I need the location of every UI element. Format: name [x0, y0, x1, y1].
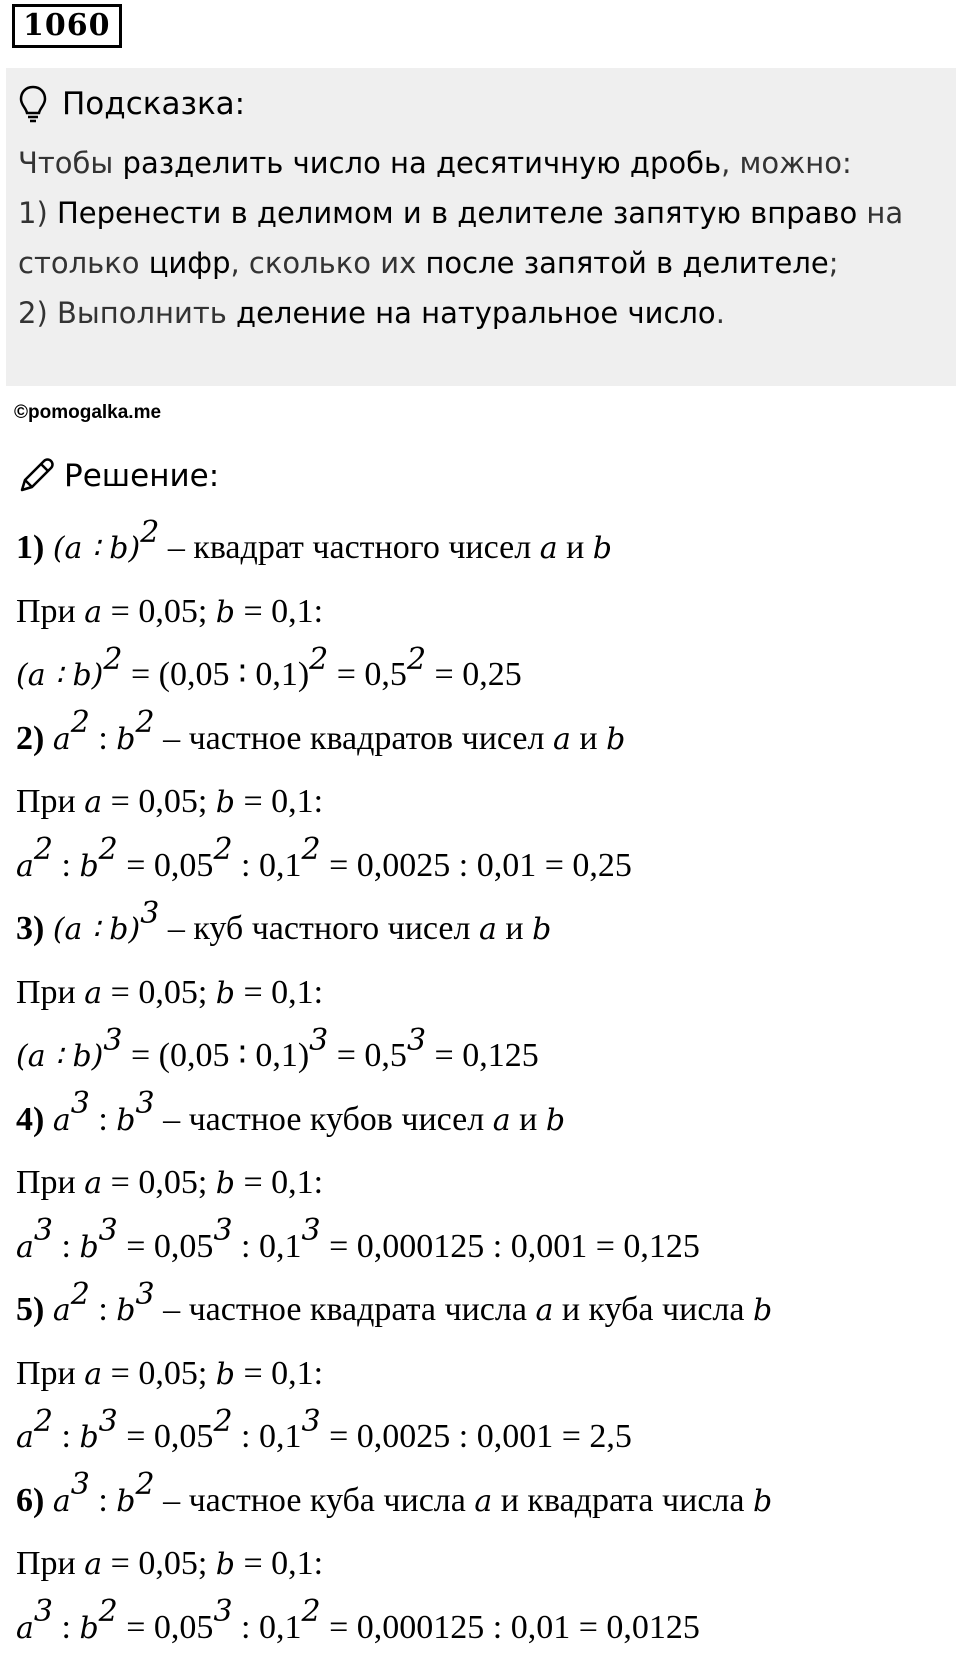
text-span: = 0,0025 : 0,01 = 0,25: [320, 846, 632, 884]
solution-line: [16, 1278, 950, 1342]
math-expression: a: [84, 785, 103, 820]
text-span: – куб частного чисел: [159, 910, 479, 947]
solution-line: [16, 834, 950, 898]
math-expression: a: [84, 1166, 103, 1201]
math-expression: b: [116, 721, 136, 757]
math-expression: a: [479, 912, 497, 947]
math-expression: b: [215, 594, 235, 630]
hint-paragraph: [18, 288, 944, 338]
math-expression: b: [79, 848, 99, 884]
exponent: 3: [135, 1086, 155, 1122]
text-span: и куба числа: [553, 1291, 753, 1328]
math-expression: a: [84, 1547, 103, 1582]
solution-line: [16, 770, 950, 834]
text-span: : 0,1: [232, 1418, 302, 1455]
text-span: : 0,1: [232, 846, 302, 884]
hint-span: 2) Выполнить: [18, 296, 237, 330]
exponent: 2: [33, 832, 53, 868]
text-span: = 0,05;: [102, 783, 216, 820]
exponent: 3: [213, 1594, 233, 1630]
text-span: = 0,05;: [102, 592, 216, 630]
text-span: = (0,05 ∶ 0,1): [122, 656, 310, 693]
text-span: – частное куба числа: [154, 1481, 475, 1519]
math-expression: b: [532, 912, 552, 947]
solution-line: [16, 1024, 950, 1088]
text-span: При: [16, 1164, 85, 1201]
exponent: 2: [70, 1276, 90, 1312]
text-span: = 0,5: [328, 1037, 407, 1074]
text-span: = 0,05: [117, 846, 214, 884]
math-expression: a: [535, 1293, 554, 1328]
text-span: = 0,0025 : 0,001 = 2,5: [320, 1418, 632, 1455]
math-expression: a: [52, 1483, 71, 1519]
text-span: – частное квадрата числа: [154, 1291, 536, 1328]
math-expression: a: [474, 1483, 493, 1519]
exponent: 2: [33, 1403, 53, 1439]
math-expression: b: [592, 531, 612, 566]
text-span: = 0,5: [328, 656, 407, 693]
text-span: – частное кубов чисел: [154, 1100, 493, 1138]
text-span: = 0,05;: [102, 1545, 216, 1582]
solution-header: [16, 452, 219, 500]
exponent: 3: [301, 1213, 321, 1249]
exponent: 2: [135, 1467, 155, 1503]
math-expression: a: [552, 721, 571, 757]
solution-line: [16, 580, 950, 644]
math-expression: a: [84, 975, 103, 1011]
exponent: 2: [406, 641, 427, 677]
exponent: 2: [213, 1403, 233, 1439]
solution-line: [16, 1342, 950, 1406]
math-expression: b: [79, 1229, 99, 1265]
text-span: – квадрат частного чисел: [159, 529, 540, 566]
solution-title: Решение:: [64, 458, 220, 494]
math-expression: b: [215, 1547, 235, 1582]
hint-span: на столько: [18, 196, 904, 280]
exponent: 2: [301, 1594, 321, 1630]
solution-body: [16, 516, 950, 1659]
text-span: и: [557, 529, 593, 566]
solution-line: [16, 897, 950, 961]
hint-text: [18, 138, 944, 338]
exponent: 2: [70, 705, 90, 741]
exponent: 3: [33, 1213, 53, 1249]
math-expression: b: [116, 1483, 136, 1519]
text-span: = 0,1:: [234, 1164, 324, 1201]
text-span: = 0,1:: [234, 1354, 324, 1392]
math-expression: a: [16, 848, 34, 884]
item-number: 1): [16, 529, 53, 566]
text-span: = (0,05 ∶ 0,1): [122, 1037, 310, 1074]
hint-emphasis: Перенести в делимом и в делителе запятую вправо: [56, 196, 858, 230]
text-span: = 0,05;: [102, 1354, 216, 1392]
math-expression: b: [215, 1356, 235, 1392]
text-span: При: [16, 973, 85, 1011]
hint-box: [6, 68, 956, 386]
exponent: 3: [301, 1403, 321, 1439]
copyright: ©pomogalka.me: [14, 402, 162, 423]
exponent: 2: [103, 641, 123, 677]
math-expression: a: [16, 1610, 34, 1646]
item-number: 2): [16, 719, 53, 757]
math-expression: b: [215, 1166, 235, 1201]
math-expression: b: [215, 975, 235, 1011]
hint-emphasis: разделить число на десятичную дробь: [122, 146, 722, 180]
math-expression: b: [752, 1293, 773, 1328]
exponent: 3: [309, 1022, 329, 1058]
solution-line: [16, 1596, 950, 1660]
text-span: :: [52, 1418, 80, 1455]
text-span: :: [52, 1608, 80, 1646]
item-number: 3): [16, 910, 53, 947]
text-span: = 0,1:: [234, 783, 324, 820]
exponent: 2: [98, 1594, 118, 1630]
solution-line: [16, 707, 950, 771]
text-span: = 0,05;: [102, 973, 216, 1011]
hint-emphasis: цифр: [148, 246, 231, 280]
hint-paragraph: [18, 188, 944, 288]
math-expression: a: [52, 1102, 71, 1138]
hint-span: .: [715, 296, 725, 330]
math-expression: a: [84, 1356, 103, 1392]
hint-span: , можно:: [721, 146, 852, 180]
solution-line: [16, 1088, 950, 1152]
text-span: – частное квадратов чисел: [154, 719, 553, 757]
solution-line: [16, 1469, 950, 1533]
text-span: При: [16, 1354, 85, 1392]
solution-line: [16, 1532, 950, 1596]
text-span: и: [510, 1100, 546, 1138]
text-span: = 0,05: [117, 1608, 214, 1646]
text-span: = 0,000125 : 0,01 = 0,0125: [320, 1608, 700, 1646]
text-span: = 0,1:: [234, 1545, 324, 1582]
math-expression: (a ∶ b): [52, 531, 141, 566]
solution-line: [16, 961, 950, 1025]
text-span: :: [89, 1481, 117, 1519]
text-span: = 0,05;: [102, 1164, 216, 1201]
exponent: 3: [406, 1022, 427, 1058]
math-expression: b: [116, 1102, 136, 1138]
math-expression: a: [52, 1293, 71, 1328]
math-expression: a: [492, 1102, 511, 1138]
text-span: При: [16, 1545, 85, 1582]
exponent: 3: [70, 1086, 90, 1122]
text-span: и: [496, 910, 533, 947]
math-expression: a: [52, 721, 71, 757]
lightbulb-icon: [18, 84, 48, 124]
exponent: 2: [140, 514, 160, 550]
task-number: 1060: [12, 4, 122, 48]
math-expression: b: [215, 785, 235, 820]
text-span: При: [16, 783, 85, 820]
hint-span: ;: [828, 246, 839, 280]
text-span: = 0,1:: [234, 973, 324, 1011]
math-expression: b: [79, 1610, 99, 1646]
solution-line: [16, 1215, 950, 1279]
text-span: :: [89, 1100, 117, 1138]
text-span: = 0,05: [117, 1227, 214, 1265]
text-span: = 0,25: [426, 656, 522, 693]
hint-span: 1): [18, 196, 57, 230]
hint-title: Подсказка:: [62, 86, 246, 122]
math-expression: a: [84, 594, 103, 630]
math-expression: a: [539, 531, 558, 566]
exponent: 3: [98, 1213, 118, 1249]
text-span: = 0,125: [426, 1037, 539, 1074]
exponent: 3: [98, 1403, 118, 1439]
exponent: 3: [70, 1467, 90, 1503]
item-number: 5): [16, 1291, 53, 1328]
math-expression: b: [606, 721, 626, 757]
hint-header: [18, 76, 944, 132]
math-expression: (a ∶ b): [16, 658, 104, 693]
text-span: : 0,1: [232, 1227, 302, 1265]
solution-line: [16, 643, 950, 707]
hint-emphasis: деление на натуральное число: [236, 296, 716, 330]
math-expression: b: [116, 1293, 136, 1328]
exponent: 2: [309, 641, 329, 677]
math-expression: (a ∶ b): [52, 912, 141, 947]
math-expression: a: [16, 1420, 34, 1455]
exponent: 3: [213, 1213, 233, 1249]
hint-paragraph: [18, 138, 944, 188]
text-span: :: [89, 719, 117, 757]
text-span: = 0,1:: [234, 592, 324, 630]
solution-line: [16, 516, 950, 580]
math-expression: (a ∶ b): [16, 1039, 104, 1074]
item-number: 4): [16, 1100, 53, 1138]
text-span: :: [52, 846, 80, 884]
hint-span: Чтобы: [18, 146, 123, 180]
exponent: 2: [213, 832, 233, 868]
math-expression: b: [545, 1102, 566, 1138]
text-span: : 0,1: [232, 1608, 302, 1646]
math-expression: a: [16, 1229, 34, 1265]
text-span: = 0,000125 : 0,001 = 0,125: [320, 1227, 700, 1265]
hint-emphasis: после запятой в делителе: [425, 246, 829, 280]
text-span: :: [89, 1291, 117, 1328]
hint-span: , сколько их: [230, 246, 426, 280]
item-number: 6): [16, 1481, 53, 1519]
exponent: 3: [103, 1022, 123, 1058]
exponent: 2: [98, 832, 118, 868]
exponent: 3: [135, 1276, 155, 1312]
text-span: :: [52, 1227, 80, 1265]
text-span: и: [570, 719, 607, 757]
text-span: и квадрата числа: [492, 1481, 753, 1519]
text-span: При: [16, 592, 85, 630]
exponent: 2: [301, 832, 321, 868]
solution-line: [16, 1405, 950, 1469]
pencil-icon: [16, 456, 56, 496]
solution-line: [16, 1151, 950, 1215]
exponent: 3: [33, 1594, 53, 1630]
exponent: 3: [140, 895, 160, 931]
math-expression: b: [79, 1420, 99, 1455]
text-span: = 0,05: [117, 1418, 214, 1455]
exponent: 2: [135, 705, 155, 741]
math-expression: b: [752, 1483, 773, 1519]
